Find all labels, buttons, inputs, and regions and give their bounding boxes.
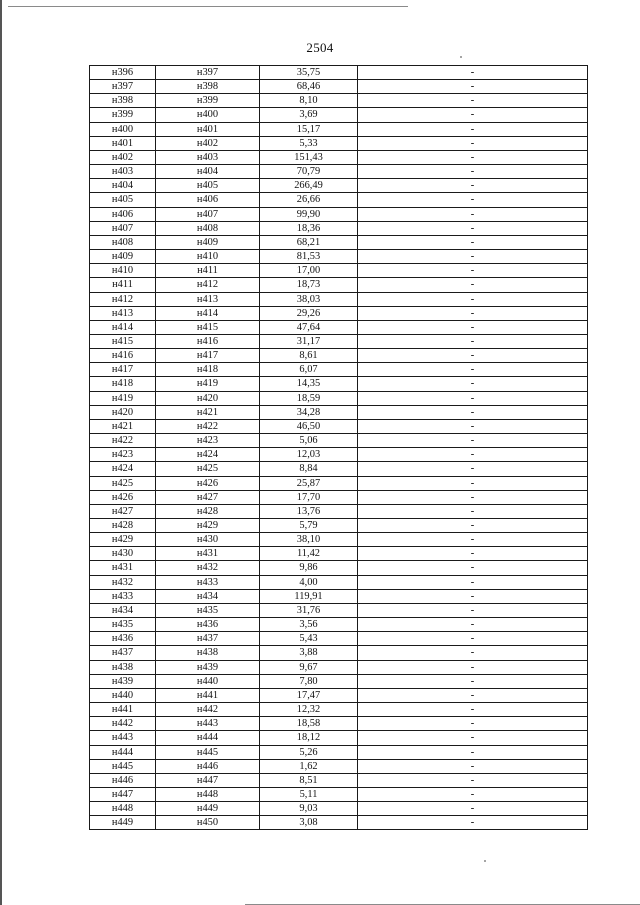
point-from-cell: н418 (90, 377, 156, 391)
point-to-cell: н437 (156, 632, 260, 646)
table-row (90, 731, 588, 745)
distance-cell: 15,17 (260, 122, 358, 136)
table-row (90, 235, 588, 249)
distance-cell: 11,42 (260, 547, 358, 561)
point-from-cell: н413 (90, 306, 156, 320)
table-row (90, 589, 588, 603)
dash-cell: - (358, 94, 588, 108)
dash-cell: - (358, 391, 588, 405)
table-row (90, 703, 588, 717)
distance-cell: 5,26 (260, 745, 358, 759)
point-to-cell: н397 (156, 66, 260, 80)
point-from-cell: н445 (90, 759, 156, 773)
dash-cell: - (358, 80, 588, 94)
dash-cell: - (358, 150, 588, 164)
distance-cell: 5,06 (260, 434, 358, 448)
point-to-cell: н439 (156, 660, 260, 674)
dash-cell: - (358, 533, 588, 547)
point-from-cell: н443 (90, 731, 156, 745)
point-from-cell: н399 (90, 108, 156, 122)
dash-cell: - (358, 221, 588, 235)
point-from-cell: н401 (90, 136, 156, 150)
table-row (90, 660, 588, 674)
point-from-cell: н441 (90, 703, 156, 717)
dash-cell: - (358, 250, 588, 264)
distance-cell: 35,75 (260, 66, 358, 80)
point-to-cell: н440 (156, 674, 260, 688)
point-from-cell: н411 (90, 278, 156, 292)
table-row (90, 80, 588, 94)
distance-cell: 18,59 (260, 391, 358, 405)
table-row (90, 122, 588, 136)
point-to-cell: н407 (156, 207, 260, 221)
table-row (90, 349, 588, 363)
dash-cell: - (358, 108, 588, 122)
point-from-cell: н402 (90, 150, 156, 164)
dash-cell: - (358, 476, 588, 490)
dash-cell: - (358, 405, 588, 419)
point-to-cell: н433 (156, 575, 260, 589)
point-from-cell: н403 (90, 165, 156, 179)
distance-cell: 151,43 (260, 150, 358, 164)
point-from-cell: н430 (90, 547, 156, 561)
point-from-cell: н439 (90, 674, 156, 688)
table-row (90, 674, 588, 688)
point-from-cell: н432 (90, 575, 156, 589)
table-row (90, 476, 588, 490)
point-from-cell: н422 (90, 434, 156, 448)
distance-cell: 68,21 (260, 235, 358, 249)
point-to-cell: н405 (156, 179, 260, 193)
table-row (90, 377, 588, 391)
point-to-cell: н425 (156, 462, 260, 476)
point-from-cell: н412 (90, 292, 156, 306)
table-row (90, 575, 588, 589)
table-row (90, 264, 588, 278)
scan-speck (460, 56, 462, 58)
dash-cell: - (358, 419, 588, 433)
dash-cell: - (358, 589, 588, 603)
table-row (90, 419, 588, 433)
dash-cell: - (358, 646, 588, 660)
point-from-cell: н414 (90, 320, 156, 334)
point-from-cell: н404 (90, 179, 156, 193)
table-row (90, 745, 588, 759)
point-to-cell: н424 (156, 448, 260, 462)
dash-cell: - (358, 632, 588, 646)
table-row (90, 66, 588, 80)
dash-cell: - (358, 547, 588, 561)
dash-cell: - (358, 773, 588, 787)
point-to-cell: н419 (156, 377, 260, 391)
dash-cell: - (358, 179, 588, 193)
table-row (90, 618, 588, 632)
point-from-cell: н400 (90, 122, 156, 136)
dash-cell: - (358, 207, 588, 221)
point-from-cell: н438 (90, 660, 156, 674)
table-row (90, 108, 588, 122)
distance-cell: 13,76 (260, 504, 358, 518)
point-to-cell: н427 (156, 490, 260, 504)
point-to-cell: н449 (156, 802, 260, 816)
table-row (90, 519, 588, 533)
dash-cell: - (358, 802, 588, 816)
point-from-cell: н435 (90, 618, 156, 632)
point-to-cell: н401 (156, 122, 260, 136)
scan-top-edge-line (8, 6, 408, 7)
point-to-cell: н431 (156, 547, 260, 561)
distance-cell: 34,28 (260, 405, 358, 419)
point-to-cell: н408 (156, 221, 260, 235)
point-from-cell: н444 (90, 745, 156, 759)
dash-cell: - (358, 122, 588, 136)
distance-cell: 5,11 (260, 787, 358, 801)
point-to-cell: н417 (156, 349, 260, 363)
dash-cell: - (358, 193, 588, 207)
point-to-cell: н406 (156, 193, 260, 207)
table-row (90, 306, 588, 320)
distance-cell: 6,07 (260, 363, 358, 377)
table-row (90, 94, 588, 108)
point-to-cell: н411 (156, 264, 260, 278)
point-to-cell: н448 (156, 787, 260, 801)
distance-cell: 81,53 (260, 250, 358, 264)
distance-cell: 47,64 (260, 320, 358, 334)
dash-cell: - (358, 618, 588, 632)
point-to-cell: н438 (156, 646, 260, 660)
point-from-cell: н398 (90, 94, 156, 108)
dash-cell: - (358, 306, 588, 320)
scan-speck (484, 860, 486, 862)
point-to-cell: н442 (156, 703, 260, 717)
distance-cell: 18,36 (260, 221, 358, 235)
point-from-cell: н423 (90, 448, 156, 462)
table-row (90, 787, 588, 801)
point-to-cell: н445 (156, 745, 260, 759)
point-to-cell: н403 (156, 150, 260, 164)
dash-cell: - (358, 165, 588, 179)
distance-cell: 12,32 (260, 703, 358, 717)
distance-cell: 9,67 (260, 660, 358, 674)
distance-cell: 25,87 (260, 476, 358, 490)
distance-cell: 99,90 (260, 207, 358, 221)
distance-cell: 29,26 (260, 306, 358, 320)
dash-cell: - (358, 136, 588, 150)
point-to-cell: н444 (156, 731, 260, 745)
table-body (90, 66, 588, 830)
distance-cell: 3,08 (260, 816, 358, 830)
dash-cell: - (358, 504, 588, 518)
table-row (90, 490, 588, 504)
distance-cell: 9,03 (260, 802, 358, 816)
point-to-cell: н430 (156, 533, 260, 547)
distance-cell: 8,61 (260, 349, 358, 363)
distance-cell: 31,76 (260, 603, 358, 617)
dash-cell: - (358, 349, 588, 363)
table-row (90, 320, 588, 334)
distance-cell: 26,66 (260, 193, 358, 207)
point-from-cell: н440 (90, 688, 156, 702)
table-row (90, 504, 588, 518)
point-from-cell: н419 (90, 391, 156, 405)
dash-cell: - (358, 490, 588, 504)
table-row (90, 717, 588, 731)
point-to-cell: н402 (156, 136, 260, 150)
distance-cell: 8,51 (260, 773, 358, 787)
distance-cell: 7,80 (260, 674, 358, 688)
point-from-cell: н433 (90, 589, 156, 603)
dash-cell: - (358, 448, 588, 462)
dash-cell: - (358, 278, 588, 292)
dash-cell: - (358, 759, 588, 773)
dash-cell: - (358, 320, 588, 334)
dash-cell: - (358, 264, 588, 278)
point-to-cell: н436 (156, 618, 260, 632)
table-row (90, 391, 588, 405)
dash-cell: - (358, 674, 588, 688)
point-from-cell: н426 (90, 490, 156, 504)
dash-cell: - (358, 575, 588, 589)
point-from-cell: н442 (90, 717, 156, 731)
point-from-cell: н434 (90, 603, 156, 617)
table-row (90, 462, 588, 476)
point-to-cell: н420 (156, 391, 260, 405)
table-row (90, 363, 588, 377)
table-row (90, 802, 588, 816)
dash-cell: - (358, 731, 588, 745)
dash-cell: - (358, 816, 588, 830)
table-row (90, 632, 588, 646)
point-to-cell: н409 (156, 235, 260, 249)
point-from-cell: н429 (90, 533, 156, 547)
point-to-cell: н435 (156, 603, 260, 617)
point-from-cell: н424 (90, 462, 156, 476)
point-from-cell: н405 (90, 193, 156, 207)
distance-cell: 5,79 (260, 519, 358, 533)
distance-cell: 14,35 (260, 377, 358, 391)
point-to-cell: н423 (156, 434, 260, 448)
point-to-cell: н432 (156, 561, 260, 575)
table-row (90, 405, 588, 419)
point-to-cell: н415 (156, 320, 260, 334)
point-to-cell: н429 (156, 519, 260, 533)
point-from-cell: н410 (90, 264, 156, 278)
dash-cell: - (358, 363, 588, 377)
table-row (90, 165, 588, 179)
point-from-cell: н446 (90, 773, 156, 787)
distance-cell: 3,56 (260, 618, 358, 632)
distance-cell: 68,46 (260, 80, 358, 94)
distance-cell: 17,47 (260, 688, 358, 702)
point-from-cell: н415 (90, 334, 156, 348)
dash-cell: - (358, 660, 588, 674)
table-row (90, 688, 588, 702)
point-to-cell: н400 (156, 108, 260, 122)
dash-cell: - (358, 688, 588, 702)
point-to-cell: н398 (156, 80, 260, 94)
dash-cell: - (358, 519, 588, 533)
table-row (90, 773, 588, 787)
point-to-cell: н399 (156, 94, 260, 108)
table-row (90, 603, 588, 617)
distance-cell: 1,62 (260, 759, 358, 773)
point-to-cell: н450 (156, 816, 260, 830)
distance-cell: 3,88 (260, 646, 358, 660)
point-to-cell: н413 (156, 292, 260, 306)
table-row (90, 334, 588, 348)
dash-cell: - (358, 603, 588, 617)
dash-cell: - (358, 434, 588, 448)
distance-cell: 38,03 (260, 292, 358, 306)
point-from-cell: н427 (90, 504, 156, 518)
point-from-cell: н409 (90, 250, 156, 264)
distance-cell: 31,17 (260, 334, 358, 348)
dash-cell: - (358, 377, 588, 391)
point-to-cell: н416 (156, 334, 260, 348)
point-from-cell: н396 (90, 66, 156, 80)
table-row (90, 250, 588, 264)
point-to-cell: н412 (156, 278, 260, 292)
dash-cell: - (358, 66, 588, 80)
point-to-cell: н428 (156, 504, 260, 518)
point-to-cell: н418 (156, 363, 260, 377)
dash-cell: - (358, 235, 588, 249)
table-row (90, 193, 588, 207)
point-from-cell: н408 (90, 235, 156, 249)
table-row (90, 179, 588, 193)
table-row (90, 278, 588, 292)
distance-cell: 18,12 (260, 731, 358, 745)
point-to-cell: н421 (156, 405, 260, 419)
table-row (90, 561, 588, 575)
distance-cell: 12,03 (260, 448, 358, 462)
point-to-cell: н410 (156, 250, 260, 264)
point-from-cell: н431 (90, 561, 156, 575)
distance-cell: 17,00 (260, 264, 358, 278)
point-from-cell: н449 (90, 816, 156, 830)
dash-cell: - (358, 717, 588, 731)
point-to-cell: н404 (156, 165, 260, 179)
point-from-cell: н406 (90, 207, 156, 221)
table-row (90, 816, 588, 830)
dash-cell: - (358, 561, 588, 575)
point-from-cell: н397 (90, 80, 156, 94)
distance-cell: 3,69 (260, 108, 358, 122)
point-from-cell: н417 (90, 363, 156, 377)
point-from-cell: н407 (90, 221, 156, 235)
point-from-cell: н447 (90, 787, 156, 801)
distance-cell: 8,10 (260, 94, 358, 108)
point-to-cell: н447 (156, 773, 260, 787)
distance-cell: 46,50 (260, 419, 358, 433)
dash-cell: - (358, 334, 588, 348)
scan-left-edge (0, 0, 2, 905)
point-from-cell: н425 (90, 476, 156, 490)
table-row (90, 533, 588, 547)
dash-cell: - (358, 745, 588, 759)
point-from-cell: н436 (90, 632, 156, 646)
distance-cell: 38,10 (260, 533, 358, 547)
point-from-cell: н421 (90, 419, 156, 433)
distance-cell: 17,70 (260, 490, 358, 504)
point-from-cell: н448 (90, 802, 156, 816)
table-row (90, 448, 588, 462)
point-to-cell: н446 (156, 759, 260, 773)
point-to-cell: н426 (156, 476, 260, 490)
table-row (90, 434, 588, 448)
point-to-cell: н434 (156, 589, 260, 603)
distance-cell: 5,43 (260, 632, 358, 646)
coordinates-table (89, 65, 588, 830)
table-row (90, 136, 588, 150)
distance-cell: 18,73 (260, 278, 358, 292)
table-row (90, 547, 588, 561)
distance-cell: 8,84 (260, 462, 358, 476)
dash-cell: - (358, 462, 588, 476)
point-from-cell: н437 (90, 646, 156, 660)
distance-cell: 5,33 (260, 136, 358, 150)
table-row (90, 221, 588, 235)
table-row (90, 207, 588, 221)
table-row (90, 759, 588, 773)
distance-cell: 9,86 (260, 561, 358, 575)
table-row (90, 292, 588, 306)
distance-cell: 4,00 (260, 575, 358, 589)
point-to-cell: н414 (156, 306, 260, 320)
dash-cell: - (358, 703, 588, 717)
distance-cell: 18,58 (260, 717, 358, 731)
table-row (90, 646, 588, 660)
distance-cell: 70,79 (260, 165, 358, 179)
point-to-cell: н441 (156, 688, 260, 702)
page-number: 2504 (306, 40, 334, 55)
dash-cell: - (358, 292, 588, 306)
distance-cell: 266,49 (260, 179, 358, 193)
distance-cell: 119,91 (260, 589, 358, 603)
point-to-cell: н443 (156, 717, 260, 731)
point-to-cell: н422 (156, 419, 260, 433)
point-from-cell: н420 (90, 405, 156, 419)
point-from-cell: н416 (90, 349, 156, 363)
point-from-cell: н428 (90, 519, 156, 533)
table-row (90, 150, 588, 164)
dash-cell: - (358, 787, 588, 801)
